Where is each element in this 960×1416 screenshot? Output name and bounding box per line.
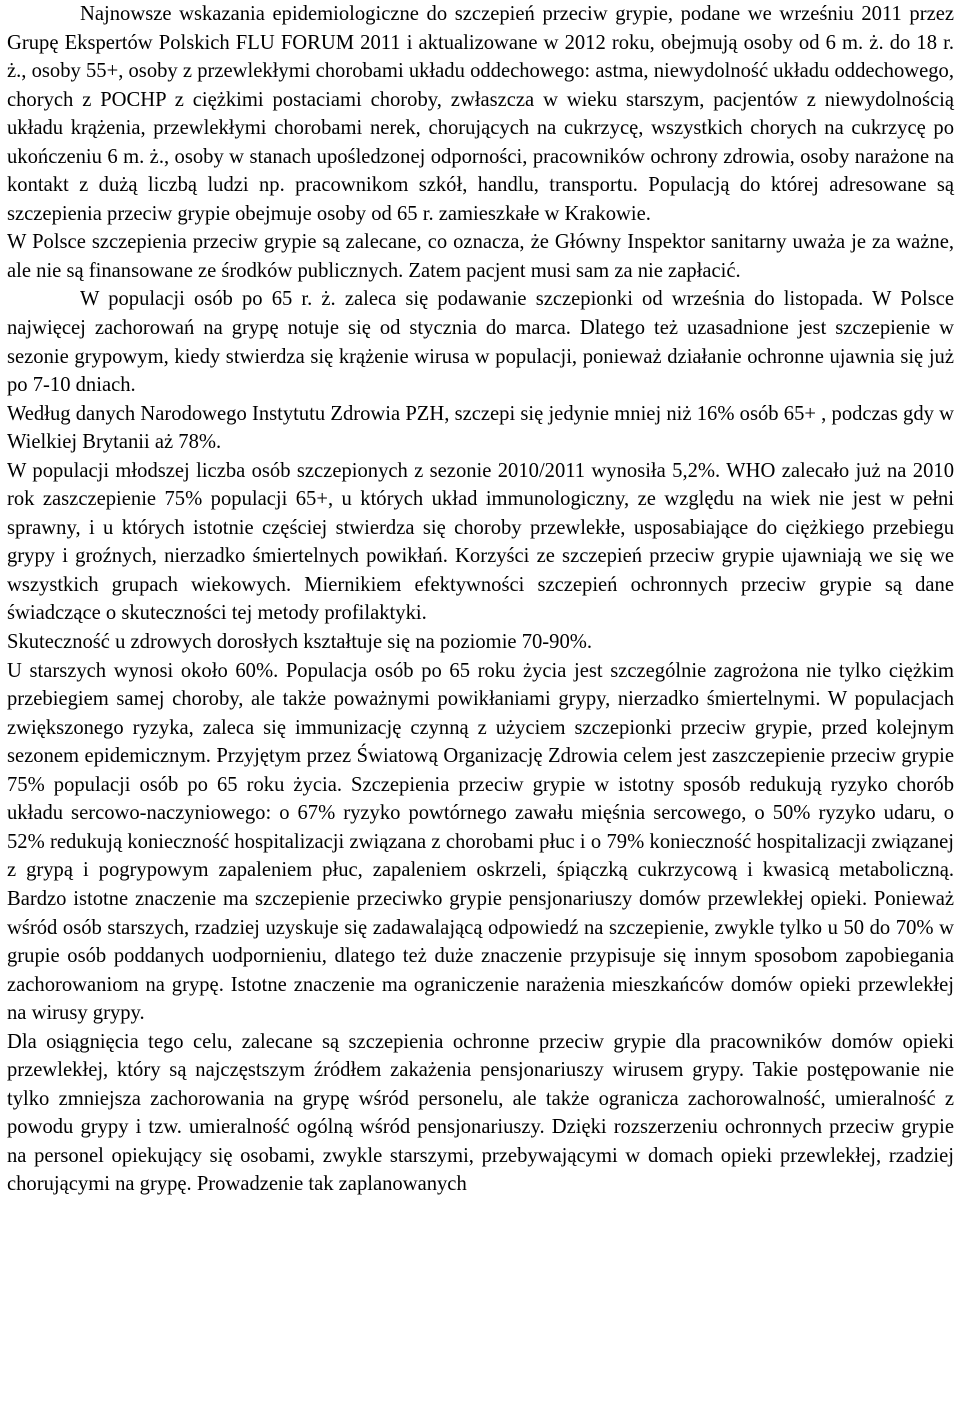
paragraph-younger-population: W populacji młodszej liczba osób szczepionych z sezonie 2010/2011 wynosiła 5,2%. WHO zalecało już na 2010 rok zaszczepienie 75% populacji 65+, u których układ immunologiczny, ze względu na wiek nie jest w pełni sprawny, i u których istotnie częściej stwierdza się choroby przewlekłe, usposabiające do ciężkiego przebiegu grypy i groźnych, nierzadko śmiertelnych powikłań. Korzyści ze szczepień przeciw grypie ujawniają we się we wszystkich grupach wiekowych. Miernikiem efektywności szczepień ochronnych przeciw grypie są dane świadczące o skuteczności tej metody profilaktyki. (7, 459, 954, 625)
paragraph-elderly-risk: U starszych wynosi około 60%. Populacja osób po 65 roku życia jest szczególnie zagrożona nie tylko ciężkim przebiegiem samej choroby, ale także poważnymi powikłaniami grypy, nierzadko śmiertelnymi. W populacjach zwiększonego ryzyka, zaleca się immunizację czynną z użyciem szczepionki przeciw grypie, przed kolejnym sezonem epidemicznym. Przyjętym przez Światową Organizację Zdrowia celem jest zaszczepienie przeciw grypie 75% populacji osób po 65 roku życia. Szczepienia przeciw grypie w istotny sposób redukują ryzyko chorób układu sercowo-naczyniowego: o 67% ryzyko powtórnego zawału mięśnia sercowego, o 50% ryzyko udaru, o 52% redukują konieczność hospitalizacji związana z chorobami płuc i o 79% konieczność hospitalizacji związanej z grypą i pogrypowym zapaleniem płuc, zapaleniem oskrzeli, śpiączką cukrzycową i kwasicą metaboliczną. Bardzo istotne znaczenie ma szczepienie przeciwko grypie pensjonariuszy domów przewlekłej opieki. Ponieważ wśród osób starszych, rzadziej uzyskuje się zadawalającą odpowiedź na szczepienie, zwykle tylko u 50 do 70% w grupie osób poddanych uodpornieniu, dlatego też duże znaczenie przypisuje się innym sposobom zapobiegania zachorowaniom na grypę. Istotne znaczenie ma ograniczenie narażenia mieszkańców domów opieki przewlekłej na wirusy grypy. (7, 659, 954, 1025)
paragraph-coverage-statistics: Według danych Narodowego Instytutu Zdrowia PZH, szczepi się jedynie mniej niż 16% osób 65+ , podczas gdy w Wielkiej Brytanii aż 78%. (7, 402, 954, 454)
paragraph-indications: Najnowsze wskazania epidemiologiczne do szczepień przeciw grypie, podane we wrześniu 2011 przez Grupę Ekspertów Polskich FLU FORUM 2011 i aktualizowane w 2012 roku, obejmują osoby od 6 m. ż. do 18 r. ż., osoby 55+, osoby z przewlekłymi chorobami układu oddechowego: astma, niewydolność układu oddechowego, chorych z POCHP z ciężkimi postaciami choroby, zwłaszcza w wieku starszym, pacjentów z niewydolnością układu krążenia, przewlekłymi chorobami nerek, chorujących na cukrzycę, wszystkich chorych na cukrzycę po ukończeniu 6 m. ż., osoby w stanach upośledzonej odporności, pracowników ochrony zdrowia, osoby narażone na kontakt z dużą liczbą ludzi np. pracownikom szkół, handlu, transportu. Populacją do której adresowane są szczepienia przeciw grypie obejmuje osoby od 65 r. zamieszkałe w Krakowie. (7, 3, 954, 225)
paragraph-vaccination-season: W populacji osób po 65 r. ż. zaleca się podawanie szczepionki od września do listopada. W Polsce najwięcej zachorowań na grypę notuje się od stycznia do marca. Dlatego też uzasadnione jest szczepienie w sezonie grypowym, kiedy stwierdza się krążenie wirusa w populacji, ponieważ działanie ochronne ujawnia się już po 7-10 dniach. (7, 288, 954, 397)
paragraph-care-home-staff: Dla osiągnięcia tego celu, zalecane są szczepienia ochronne przeciw grypie dla pracowników domów opieki przewlekłej, który są najczęstszym źródłem zakażenia pensjonariuszy wirusem grypy. Takie postępowanie nie tylko zmniejsza zachorowania na grypę wśród personelu, ale także ogranicza zachorowalność, umieralność z powodu grypy i tzw. umieralność ogólną wśród pensjonariuszy. Dzięki rozszerzeniu ochronnych przeciw grypie na personel opiekujący się osobami, zwykle starszymi, przebywającymi w domach opieki przewlekłej, rzadziej chorującymi na grypę. Prowadzenie tak zaplanowanych (7, 1030, 954, 1196)
paragraph-financing: W Polsce szczepienia przeciw grypie są zalecane, co oznacza, że Główny Inspektor sanitarny uważa je za ważne, ale nie są finansowane ze środków publicznych. Zatem pacjent musi sam za nie zapłacić. (7, 231, 954, 282)
paragraph-effectiveness-adults: Skuteczność u zdrowych dorosłych kształtuje się na poziomie 70-90%. (7, 631, 593, 654)
